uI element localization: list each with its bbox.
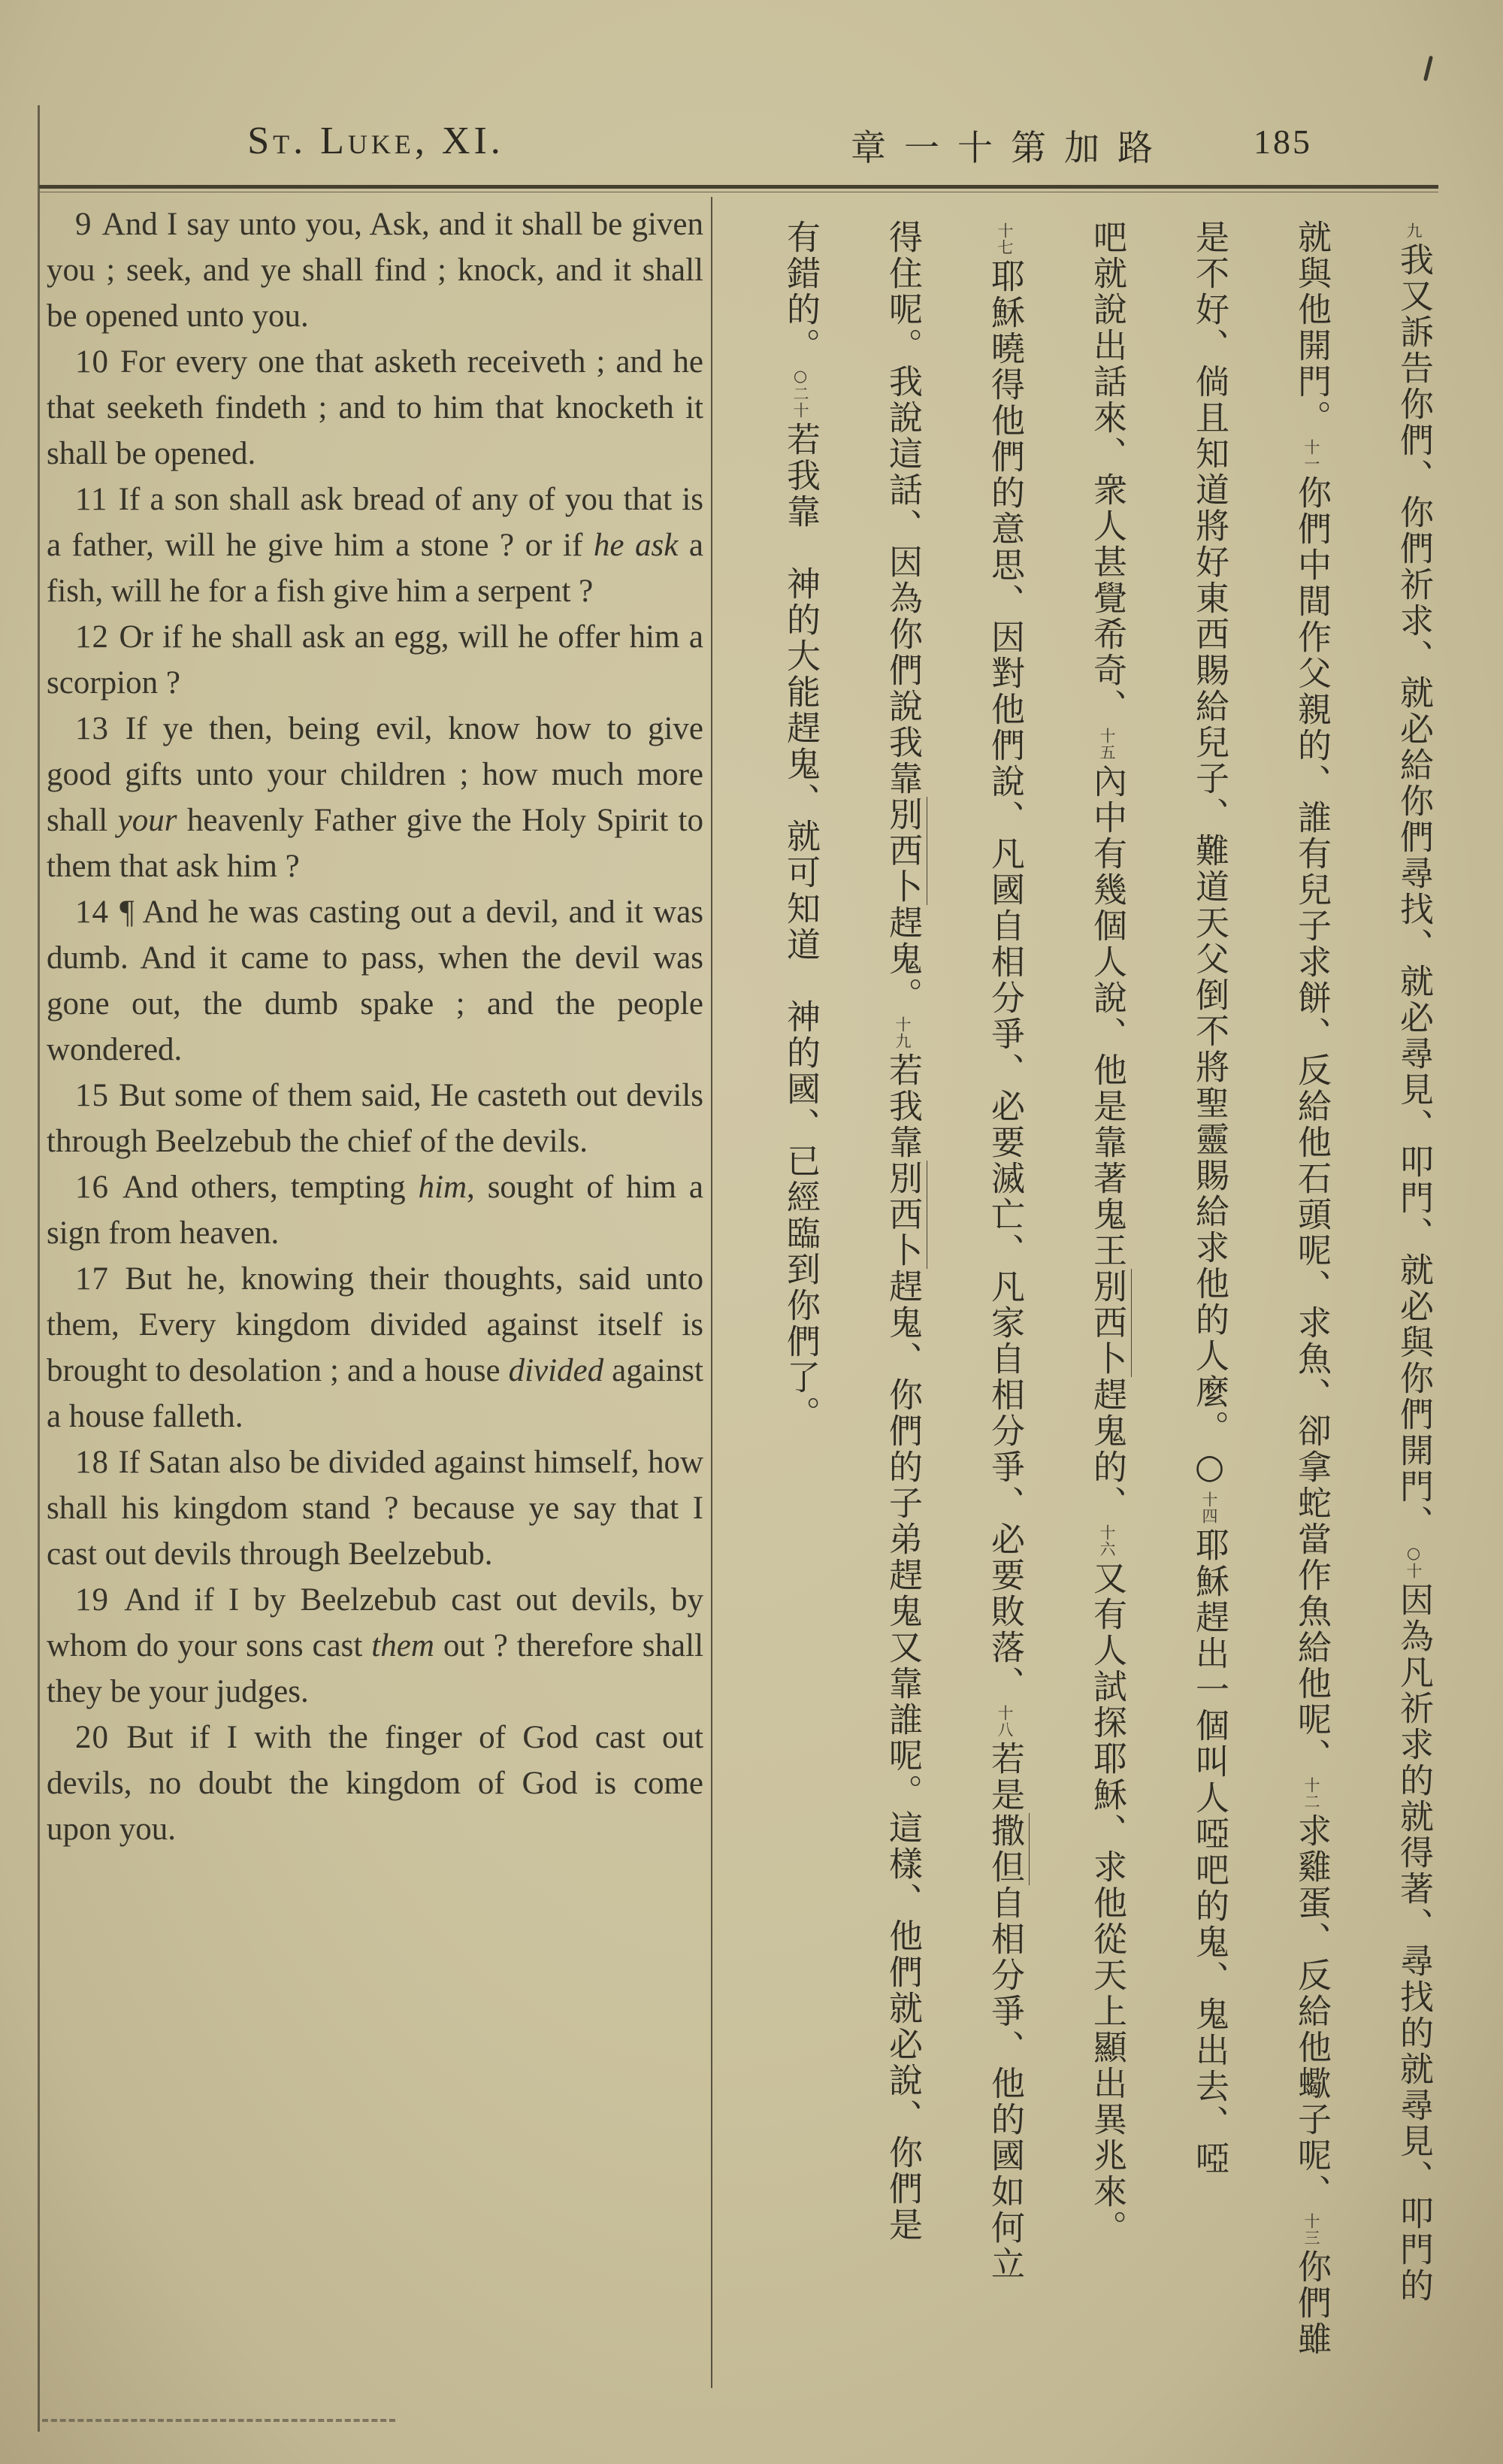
running-head-chinese: 章一十第加路 <box>851 128 1171 169</box>
chinese-columns <box>730 219 1438 2396</box>
verse-10 <box>47 339 703 477</box>
english-text-column <box>47 201 703 1852</box>
chinese-text-run: 若我靠 神的大能趕鬼、就可知道 神的國、已經臨到你們了。 <box>781 422 821 1432</box>
verse-marker: 十三 <box>1302 2213 1320 2246</box>
verse-text-italic: your <box>117 803 177 838</box>
chinese-text-run: 趕鬼的、 <box>1087 1377 1127 1521</box>
chinese-text-column <box>730 219 1438 2396</box>
verse-text: For every one that asketh receiveth ; and he that seeketh findeth ; and to him that knocketh it shall be opened. <box>47 344 704 471</box>
chinese-text-run: 趕鬼。 <box>883 905 923 1013</box>
english-verses <box>47 201 703 1852</box>
verse-marker: 十九 <box>894 1016 912 1049</box>
verse-text: But if I with the finger of God cast out devils, no doubt the kingdom of God is come upon you. <box>47 1720 703 1847</box>
verse-number: 10 <box>75 344 121 380</box>
chinese-column-3 <box>1139 219 1234 2392</box>
chinese-text-run: 就與他開門。 <box>1292 219 1332 436</box>
bottom-edge-rule <box>42 2419 395 2422</box>
chinese-text-run: 耶穌曉得他們的意思、因對他們說、凡國自相分爭、必要滅亡、凡家自相分爭、必要敗落、 <box>985 259 1025 1702</box>
chinese-text-run: 你們雖 <box>1292 2249 1332 2357</box>
chinese-text-run: 我又訴告你們、你們祈求、就必給你們尋找、就必尋見、叩門、就必與你們開門、 <box>1394 242 1434 1541</box>
verse-number: 19 <box>75 1582 125 1618</box>
verse-text: out ? therefore shall they be your judges. <box>47 1628 704 1709</box>
verse-text: If ye then, being evil, know how to give good gifts unto your children ; how much more shall <box>47 711 703 838</box>
page-number: 185 <box>1254 123 1312 161</box>
chinese-text-run: 自相分爭、他的國如何立 <box>985 1885 1025 2282</box>
verse-number: 14 <box>75 894 120 930</box>
column-divider <box>711 197 712 2388</box>
verse-number: 17 <box>75 1261 126 1297</box>
chinese-text-run: 若我靠 <box>883 1052 923 1161</box>
proper-name: 別西卜 <box>1087 1269 1132 1377</box>
verse-number: 15 <box>75 1078 119 1113</box>
verse-text: And others, tempting <box>122 1170 419 1205</box>
chinese-text-run: 內中有幾個人說、他是靠著鬼王 <box>1087 764 1127 1269</box>
verse-13 <box>47 706 703 889</box>
verse-text: And I say unto you, Ask, and it shall be given you ; seek, and ye shall find ; knock, and it shall be opened unto you. <box>47 207 703 334</box>
verse-text: But some of them said, He casteth out devils through Beelzebub the chief of the devils. <box>47 1078 704 1159</box>
page-left-rule <box>38 105 40 2432</box>
verse-text: If a son shall ask bread of any of you that is a father, will he give him a stone ? or if <box>47 482 703 563</box>
proper-name: 別西卜 <box>883 797 927 905</box>
verse-18 <box>47 1439 703 1577</box>
verse-text-italic: them <box>371 1628 434 1663</box>
verse-number: 20 <box>75 1720 127 1755</box>
verse-number: 13 <box>75 711 126 746</box>
verse-number: 11 <box>75 482 119 517</box>
verse-text: a fish, will he for a fish give him a serpent ? <box>47 528 703 609</box>
chinese-text-run: 得住呢。我說這話、因為你們說我靠 <box>883 219 923 797</box>
header-rule <box>39 185 1438 189</box>
verse-text: And if I by Beelzebub cast out devils, by whom do your sons cast <box>47 1582 704 1663</box>
chinese-text-run: 求雞蛋、反給他蠍子呢、 <box>1292 1813 1332 2210</box>
chinese-text-run: 耶穌趕出一個叫人啞吧的鬼、鬼出去、啞 <box>1190 1527 1229 2177</box>
verse-14 <box>47 889 703 1073</box>
verse-marker: 十八 <box>996 1705 1014 1738</box>
verse-text: ¶ And he was casting out a devil, and it was dumb. And it came to pass, when the devil was gone out, the dumb spake ; and the people wondered. <box>47 894 704 1067</box>
chinese-text-run: 趕鬼、你們的子弟趕鬼又靠誰呢。這樣、他們就必說、你們是 <box>883 1269 923 2243</box>
verse-marker: ○十 <box>1405 1544 1423 1579</box>
verse-text: If Satan also be divided against himself, how shall his kingdom stand ? because ye say that I cast out devils through Beelzebub. <box>47 1445 703 1572</box>
verse-16 <box>47 1164 703 1256</box>
proper-name: 撒但 <box>985 1813 1030 1885</box>
verse-9 <box>47 201 703 339</box>
chinese-text-run: 你們中間作父親的、誰有兒子求餅、反給他石頭呢、求魚、卻拿蛇當作魚給他呢、 <box>1292 475 1332 1774</box>
verse-marker: 九 <box>1405 222 1423 239</box>
proper-name: 別西卜 <box>883 1161 927 1269</box>
verse-marker: 十六 <box>1098 1524 1116 1557</box>
chinese-text-run: 是不好、倘且知道將好東西賜給兒子、難道天父倒不將聖靈賜給求他的人麼。○ <box>1190 219 1229 1488</box>
chinese-text-run: 又有人試探耶穌、求他從天上顯出異兆來。 <box>1087 1560 1127 2246</box>
verse-marker: 十五 <box>1098 728 1116 761</box>
verse-text: But he, knowing their thoughts, said unto them, Every kingdom divided against itself is brought to desolation ; and a house <box>47 1261 704 1388</box>
chinese-column-7 <box>730 219 825 2392</box>
verse-text: , sought of him a sign from heaven. <box>47 1170 703 1251</box>
verse-text-italic: him <box>418 1170 467 1205</box>
verse-12 <box>47 614 703 706</box>
running-head-english: St. Luke, XI. <box>247 120 504 162</box>
verse-text: against a house falleth. <box>47 1353 703 1434</box>
chinese-text-run: 有錯的。 <box>781 219 821 364</box>
verse-17 <box>47 1256 703 1439</box>
verse-15 <box>47 1073 703 1164</box>
verse-marker: 十七 <box>996 222 1014 256</box>
chinese-column-6 <box>833 219 927 2392</box>
verse-marker: 十二 <box>1302 1777 1320 1810</box>
verse-number: 9 <box>75 207 102 242</box>
chinese-text-run: 若是 <box>985 1741 1025 1813</box>
verse-number: 12 <box>75 619 119 655</box>
chinese-column-2 <box>1241 219 1336 2392</box>
verse-text-italic: he ask <box>593 528 679 563</box>
chinese-text-run: 因為凡祈求的就得著、尋找的就尋見、叩門的 <box>1394 1582 1434 2304</box>
verse-20 <box>47 1715 703 1852</box>
verse-11 <box>47 477 703 614</box>
verse-text: heavenly Father give the Holy Spirit to them that ask him ? <box>47 803 704 884</box>
verse-number: 16 <box>75 1170 122 1205</box>
verse-text: Or if he shall ask an egg, will he offer him a scorpion ? <box>47 619 703 701</box>
chinese-column-5 <box>935 219 1030 2392</box>
verse-marker: 十四 <box>1200 1491 1218 1524</box>
verse-marker: ○二十 <box>791 367 809 419</box>
chinese-column-1 <box>1344 219 1438 2392</box>
chinese-text-run: 吧就說出話來、衆人甚覺希奇、 <box>1087 219 1127 725</box>
verse-number: 18 <box>75 1445 119 1480</box>
chinese-column-4 <box>1037 219 1132 2392</box>
scan-artifact-mark <box>1423 56 1433 81</box>
verse-19 <box>47 1577 703 1715</box>
verse-text-italic: divided <box>508 1353 604 1388</box>
verse-marker: 十一 <box>1302 439 1320 472</box>
